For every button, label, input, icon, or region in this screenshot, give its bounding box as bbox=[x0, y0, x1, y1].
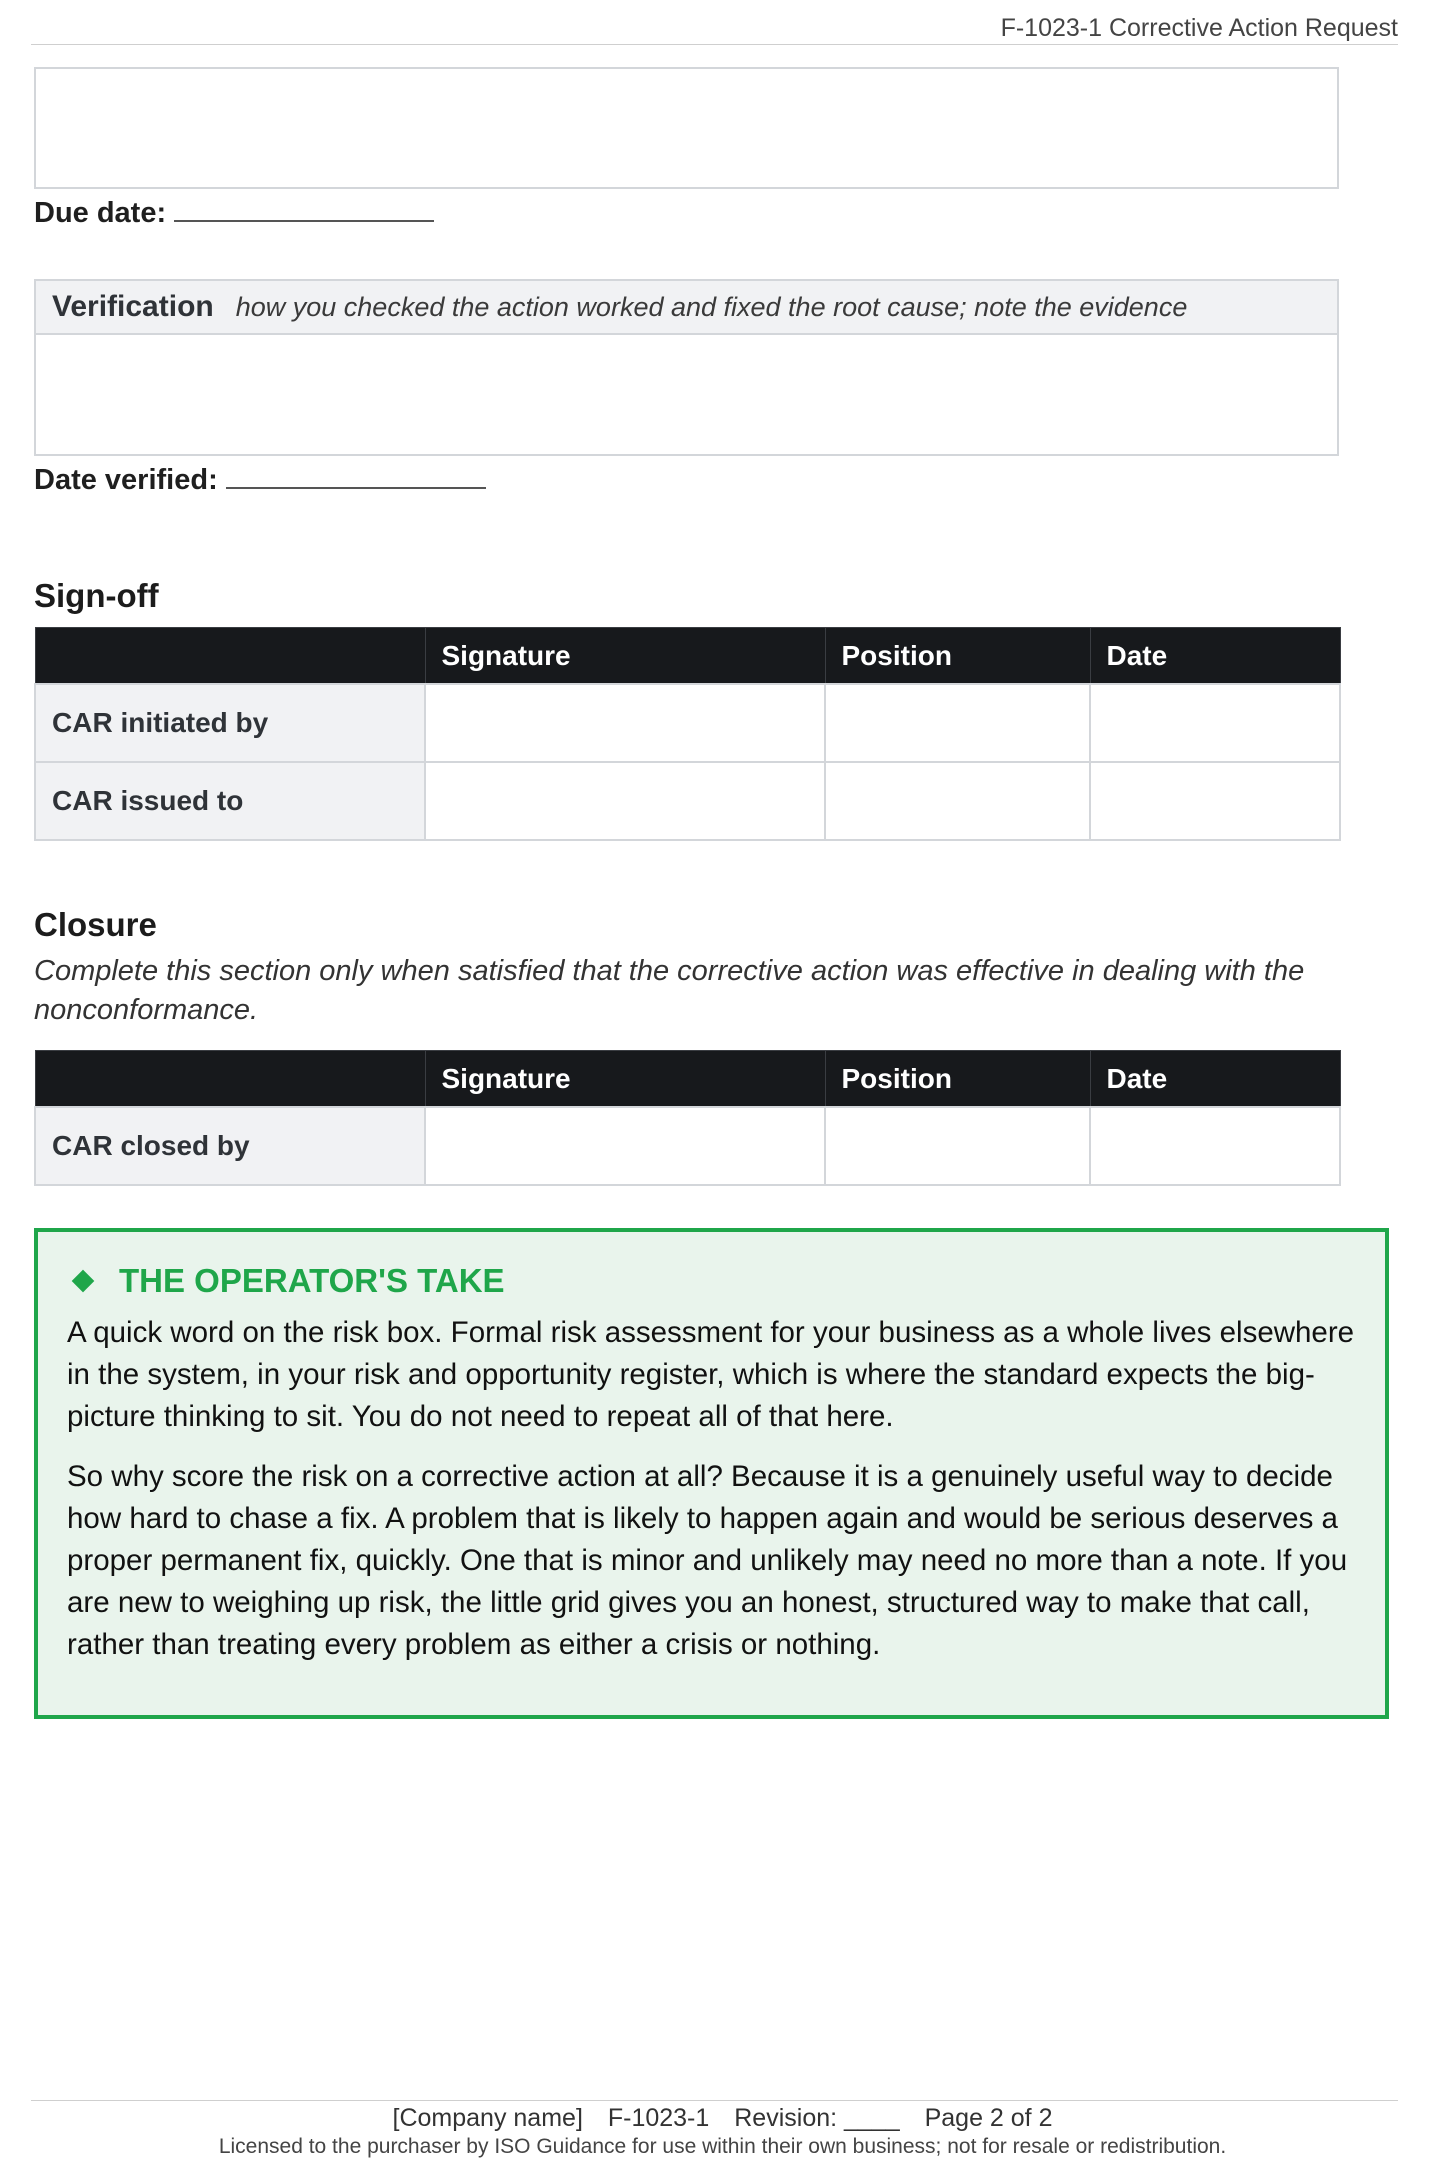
signoff-header-row bbox=[35, 628, 1340, 685]
footer-revision: Revision: ____ bbox=[734, 2104, 900, 2132]
signoff-col-blank bbox=[35, 628, 425, 685]
closure-col-signature: Signature bbox=[425, 1051, 825, 1108]
operators-take-callout bbox=[34, 1228, 1389, 1719]
date-verified-label: Date verified: bbox=[34, 464, 218, 496]
closure-table bbox=[34, 1050, 1341, 1186]
footer-page-number: Page 2 of 2 bbox=[924, 2104, 1053, 2132]
verification-box bbox=[34, 279, 1339, 456]
position-cell[interactable] bbox=[825, 1107, 1090, 1185]
signature-cell[interactable] bbox=[425, 1107, 825, 1185]
signoff-col-signature: Signature bbox=[425, 628, 825, 685]
diamond-icon bbox=[72, 1270, 95, 1293]
verification-hint: how you checked the action worked and fixed the root cause; note the evidence bbox=[235, 291, 1188, 322]
signature-cell[interactable] bbox=[425, 684, 825, 762]
date-verified-blank[interactable] bbox=[226, 461, 486, 489]
closure-col-blank bbox=[35, 1051, 425, 1108]
closure-note: Complete this section only when satisfied that the corrective action was effective in dealing with the nonconformance. bbox=[34, 955, 1305, 1026]
date-cell[interactable] bbox=[1090, 684, 1340, 762]
header-divider bbox=[31, 44, 1398, 45]
date-verified-field bbox=[34, 461, 486, 497]
closure-col-position: Position bbox=[825, 1051, 1090, 1108]
operators-take-paragraph: A quick word on the risk box. Formal risk assessment for your business as a whole lives elsewhere in the system, in your risk and opportunity register, which is where the standard expects the big-picture thinking to sit. You do not need to repeat all of that here. bbox=[67, 1316, 1355, 1433]
due-date-blank[interactable] bbox=[174, 194, 434, 222]
footer-info bbox=[0, 2104, 1445, 2133]
signoff-col-date: Date bbox=[1090, 628, 1340, 685]
position-cell[interactable] bbox=[825, 762, 1090, 840]
signoff-heading: Sign-off bbox=[34, 577, 159, 614]
closure-col-date: Date bbox=[1090, 1051, 1340, 1108]
operators-take-header bbox=[67, 1262, 1357, 1300]
row-label-initiated-by: CAR initiated by bbox=[35, 684, 425, 762]
signoff-col-position: Position bbox=[825, 628, 1090, 685]
table-row bbox=[35, 762, 1340, 840]
footer-company: [Company name] bbox=[392, 2104, 583, 2132]
footer-form-id: F-1023-1 bbox=[607, 2104, 710, 2132]
footer-divider bbox=[31, 2100, 1398, 2101]
signoff-table bbox=[34, 627, 1341, 841]
signature-cell[interactable] bbox=[425, 762, 825, 840]
table-row bbox=[35, 684, 1340, 762]
position-cell[interactable] bbox=[825, 684, 1090, 762]
verification-header bbox=[36, 281, 1337, 335]
operators-take-paragraph: So why score the risk on a corrective action at all? Because it is a genuinely useful way to decide how hard to chase a fix. A problem that is likely to happen again and would be serious deserves a proper permanent fix, quickly. One that is minor and unlikely may need no more than a note. If you are new to weighing up risk, the little grid gives you an honest, structured way to make that call, rather than treating every problem as either a crisis or nothing. bbox=[67, 1460, 1348, 1661]
closure-heading: Closure bbox=[34, 906, 157, 943]
table-row bbox=[35, 1107, 1340, 1185]
date-cell[interactable] bbox=[1090, 762, 1340, 840]
due-date-field bbox=[34, 194, 434, 230]
row-label-issued-to: CAR issued to bbox=[35, 762, 425, 840]
footer-license: Licensed to the purchaser by ISO Guidance for use within their own business; not for resale or redistribution. bbox=[218, 2135, 1227, 2158]
operators-take-title: THE OPERATOR'S TAKE bbox=[119, 1262, 505, 1299]
closure-header-row bbox=[35, 1051, 1340, 1108]
row-label-closed-by: CAR closed by bbox=[35, 1107, 425, 1185]
verification-text-area[interactable] bbox=[36, 335, 1337, 454]
date-cell[interactable] bbox=[1090, 1107, 1340, 1185]
due-date-label: Due date: bbox=[34, 197, 167, 229]
document-header: F-1023-1 Corrective Action Request bbox=[1000, 14, 1398, 42]
action-text-box[interactable] bbox=[34, 67, 1339, 189]
verification-title: Verification bbox=[52, 290, 214, 323]
